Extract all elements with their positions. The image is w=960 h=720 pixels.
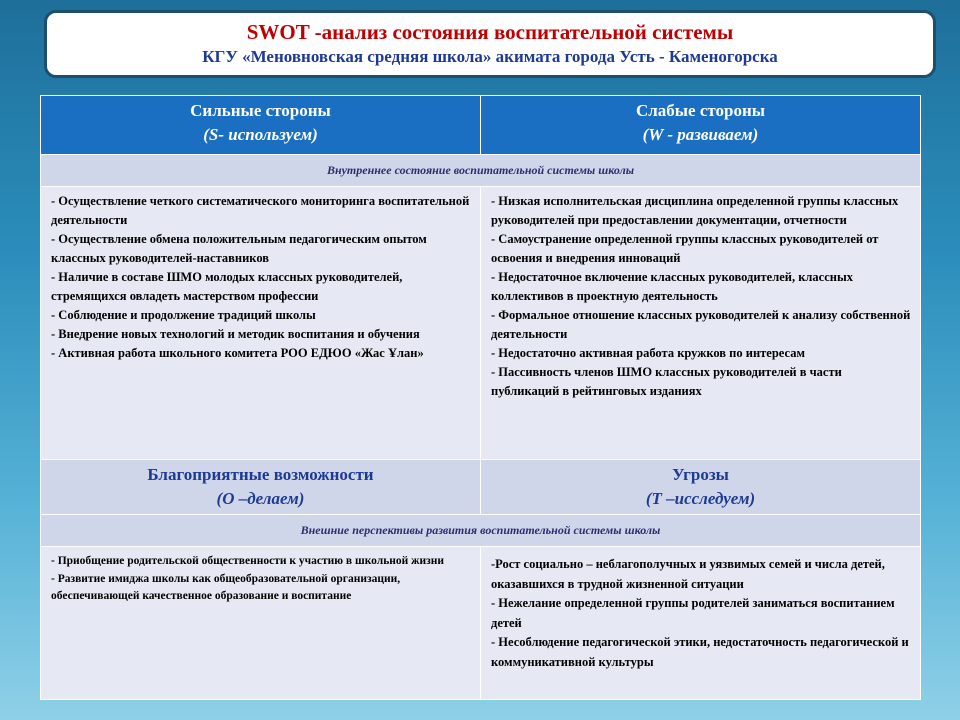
weaknesses-subheading: (W - развиваем) bbox=[642, 125, 759, 144]
external-label: Внешние перспективы развития воспитательной системы школы bbox=[41, 515, 921, 547]
threat-item: - Нежелание определенной группы родителей заниматься воспитанием детей bbox=[491, 596, 895, 630]
weaknesses-list-cell bbox=[481, 187, 921, 460]
internal-label-row bbox=[41, 155, 921, 187]
threats-subheading: (Т –исследуем) bbox=[645, 489, 756, 508]
opportunity-item: - Приобщение родительской общественности к участию в школьной жизни bbox=[51, 555, 445, 567]
weaknesses-heading: Слабые стороны bbox=[635, 101, 766, 120]
strengths-list bbox=[41, 187, 480, 363]
threat-item: - Несоблюдение педагогической этики, недостаточность педагогической и коммуникативной культуры bbox=[491, 635, 909, 669]
strength-item: - Соблюдение и продолжение традиций школы bbox=[51, 308, 316, 322]
weakness-item: - Низкая исполнительская дисциплина определенной группы классных руководителей при предоставлении документации, отчетности bbox=[491, 194, 899, 227]
strength-item: - Осуществление четкого систематического мониторинга воспитательной деятельности bbox=[51, 194, 470, 227]
strength-item: - Наличие в составе ШМО молодых классных руководителей, стремящихся овладеть мастерством профессии bbox=[51, 270, 403, 303]
opportunities-list-cell bbox=[41, 547, 481, 700]
weakness-item: - Недостаточно активная работа кружков по интересам bbox=[491, 346, 805, 360]
weakness-item: - Самоустранение определенной группы классных руководителей от освоения и внедрения инноваций bbox=[491, 232, 879, 265]
weaknesses-heading-cell bbox=[481, 96, 921, 155]
ot-header-row bbox=[41, 460, 921, 515]
weaknesses-list bbox=[481, 187, 920, 401]
threats-heading: Угрозы bbox=[672, 465, 729, 484]
opportunities-heading: Благоприятные возможности bbox=[147, 465, 374, 484]
title-box bbox=[44, 10, 936, 78]
external-label-row bbox=[41, 515, 921, 547]
weakness-item: - Формальное отношение классных руководителей к анализу собственной деятельности bbox=[491, 308, 911, 341]
weakness-item: - Недостаточное включение классных руководителей, классных коллективов в проектную деятельность bbox=[491, 270, 853, 303]
opportunity-item: - Развитие имиджа школы как общеобразовательной организации, обеспечивающей качественное образование и воспитание bbox=[51, 572, 401, 602]
strength-item: - Внедрение новых технологий и методик воспитания и обучения bbox=[51, 327, 420, 341]
strengths-heading: Сильные стороны bbox=[190, 101, 331, 120]
threat-item: -Рост социально – неблагополучных и уязвимых семей и числа детей, оказавшихся в трудной жизненной ситуации bbox=[491, 557, 885, 591]
strengths-list-cell bbox=[41, 187, 481, 460]
page-title: SWOT -анализ состояния воспитательной системы bbox=[246, 20, 734, 44]
page-subtitle: КГУ «Меновновская средняя школа» акимата города Усть - Каменогорска bbox=[202, 47, 778, 66]
threats-list bbox=[481, 547, 920, 672]
internal-label: Внутреннее состояние воспитательной системы школы bbox=[41, 155, 921, 187]
strength-item: - Активная работа школьного комитета РОО ЕДЮО «Жас Ұлан» bbox=[51, 346, 424, 360]
opportunities-subheading: (О –делаем) bbox=[216, 489, 305, 508]
swot-table bbox=[40, 95, 921, 700]
strength-item: - Осуществление обмена положительным педагогическим опытом классных руководителей-наставников bbox=[51, 232, 427, 265]
strengths-heading-cell bbox=[41, 96, 481, 155]
swot-header-row bbox=[41, 96, 921, 155]
ot-body-row bbox=[41, 547, 921, 700]
threats-heading-cell bbox=[481, 460, 921, 515]
opportunities-list bbox=[41, 547, 480, 606]
strengths-subheading: (S- используем) bbox=[203, 125, 318, 144]
threats-list-cell bbox=[481, 547, 921, 700]
sw-body-row bbox=[41, 187, 921, 460]
opportunities-heading-cell bbox=[41, 460, 481, 515]
weakness-item: - Пассивность членов ШМО классных руководителей в части публикаций в рейтинговых изданиях bbox=[491, 365, 842, 398]
